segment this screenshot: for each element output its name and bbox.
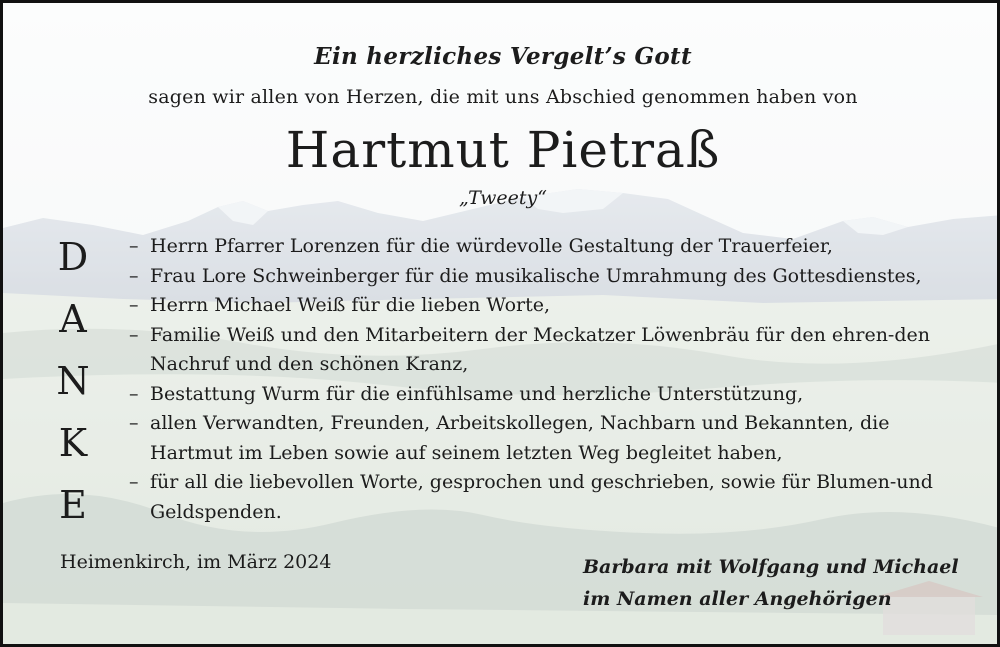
list-item-text: Herrn Pfarrer Lorenzen für die würdevolle Gestaltung der Trauerfeier, [150, 235, 833, 257]
list-dash: – [129, 323, 139, 346]
deceased-name: Hartmut Pietraß [285, 121, 721, 179]
list-item [125, 291, 965, 321]
list-dash: – [129, 235, 139, 257]
list-item [125, 468, 965, 527]
danke-letter-n: N [56, 359, 90, 403]
list-item-text: allen Verwandten, Freunden, Arbeitskollegen, Nachbarn und Bekannten, die Hartmut im Leben sowie auf seinem letzten Weg begleitet haben, [150, 412, 890, 464]
list-dash: – [129, 294, 139, 316]
signature-line-1: Barbara mit Wolfgang und Michael [583, 556, 959, 578]
danke-letter-k: K [58, 421, 88, 465]
deceased-nickname: „Tweety“ [459, 187, 547, 209]
intro-text: sagen wir allen von Herzen, die mit uns Abschied genommen haben von [148, 86, 858, 108]
notice-content [3, 3, 1000, 647]
heading: Ein herzliches Vergelt’s Gott [314, 43, 692, 70]
list-item-text: Herrn Michael Weiß für die lieben Worte, [150, 294, 551, 316]
signature-line-2: im Namen aller Angehörigen [583, 588, 892, 610]
list-item-text: für all die liebevollen Worte, gesprochen und geschrieben, sowie für Blumen-und Geldspenden. [150, 471, 933, 523]
list-dash: – [129, 471, 139, 493]
list-item-text: Frau Lore Schweinberger für die musikalische Umrahmung des Gottesdienstes, [150, 264, 922, 287]
signature [583, 551, 959, 615]
list-item-text: Familie Weiß und den Mitarbeitern der Meckatzer Löwenbräu für den ehren-den Nachruf und den schönen Kranz, [150, 323, 930, 375]
list-item [125, 232, 965, 262]
list-item [125, 409, 965, 468]
list-item-text: Bestattung Wurm für die einfühlsame und herzliche Unterstützung, [150, 382, 804, 405]
list-item [125, 321, 965, 380]
danke-letter-d: D [57, 235, 89, 279]
thanks-list [125, 232, 965, 527]
danke-letter-a: A [59, 297, 87, 341]
place-date: Heimenkirch, im März 2024 [60, 551, 332, 573]
danke-vertical [49, 235, 97, 545]
danke-letter-e: E [59, 483, 87, 527]
list-dash: – [129, 264, 139, 287]
list-dash: – [129, 412, 139, 434]
list-item [125, 380, 965, 410]
list-dash: – [129, 382, 139, 405]
list-item [125, 262, 965, 292]
